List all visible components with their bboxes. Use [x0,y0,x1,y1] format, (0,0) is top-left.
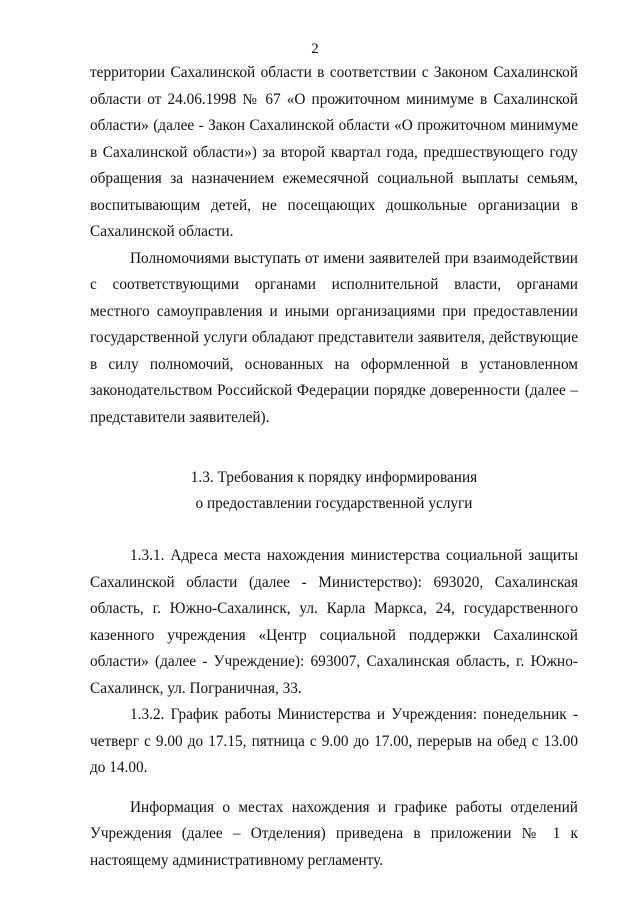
document-body [90,60,578,874]
paragraph-representatives: Полномочиями выступать от имени заявителей при взаимодействии с соответствующими органами исполнительной власти, органами местного самоуправления и иными организациями при предоставлении государственной услуги обладают представители заявителя, действующие в силу полномочий, основанных на оформленной в установленном законодательством Российской Федерации порядке доверенности (далее – представители заявителей). [90,249,578,426]
section-heading-line-2: о предоставлении государственной услуги [195,495,473,512]
paragraph-continuation: территории Сахалинской области в соответствии с Законом Сахалинской области от 24.06.1998 № 67 «О прожиточном минимуме в Сахалинской области» (далее - Закон Сахалинской области «О прожиточном минимуме в Сахалинской области») за второй квартал года, предшествующего году обращения за назначением ежемесячной социальной выплаты семьям, воспитывающим детей, не посещающих дошкольные организации в Сахалинской области. [90,64,578,240]
page-number: 2 [311,41,319,57]
section-heading [90,465,578,517]
paragraph-schedule: 1.3.2. График работы Министерства и Учреждения: понедельник - четверг с 9.00 до 17.15, пятница с 9.00 до 17.00, перерыв на обед с 13.00 до 14.00. [90,706,578,776]
paragraph-branches-info: Информация о местах нахождения и графике работы отделений Учреждения (далее – Отделения) приведена в приложении № 1 к настоящему административному регламенту. [90,798,578,869]
section-heading-line-1: 1.3. Требования к порядку информирования [190,469,478,486]
paragraph-addresses: 1.3.1. Адреса места нахождения министерства социальной защиты Сахалинской области (далее - Министерство): 693020, Сахалинская область, г. Южно-Сахалинск, ул. Карла Маркса, 24, государственного казенного учреждения «Центр социальной поддержки Сахалинской области» (далее - Учреждение): 693007, Сахалинская область, г. Южно-Сахалинск, ул. Пограничная, 33. [90,547,578,697]
